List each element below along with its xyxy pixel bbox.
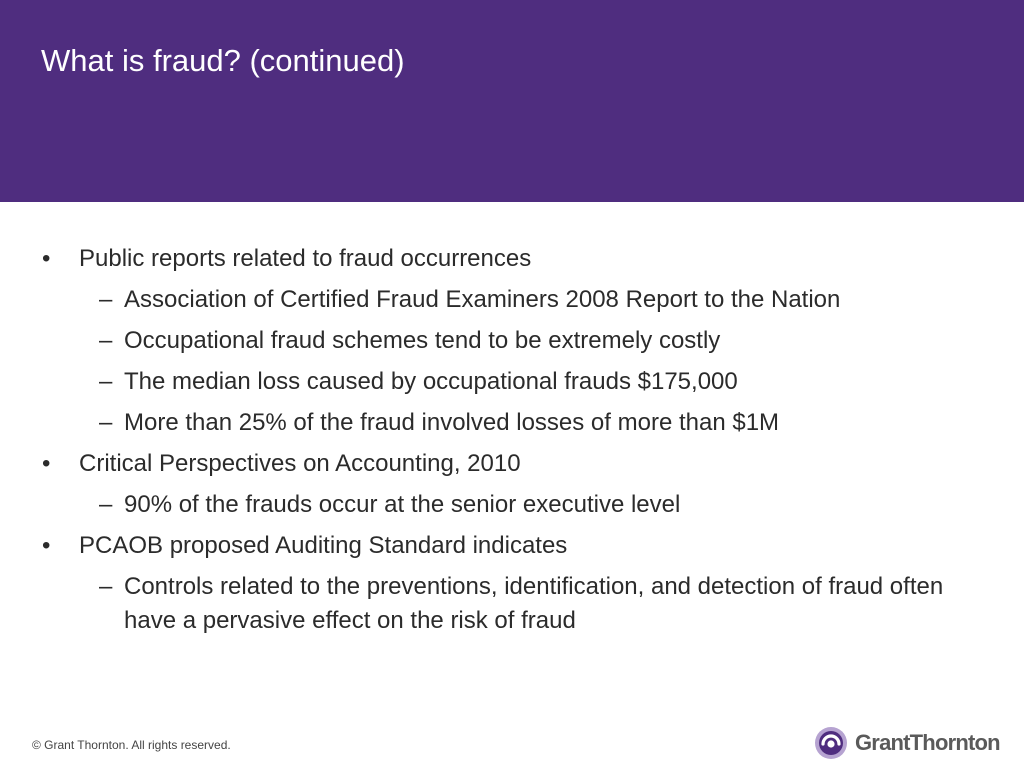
sub-bullet-text: More than 25% of the fraud involved losses of more than $1M [124, 409, 780, 436]
sub-bullet-marker: – [99, 327, 113, 354]
sub-bullet-text: Association of Certified Fraud Examiners 2008 Report to the Nation [124, 286, 841, 313]
sub-bullet-marker: – [99, 368, 113, 395]
bullet-item [40, 447, 990, 481]
sub-bullet-item [40, 283, 990, 317]
header-band [0, 0, 1024, 202]
sub-bullet-item [40, 488, 990, 522]
bullet-marker: • [42, 532, 51, 559]
bullet-item [40, 529, 990, 563]
sub-bullet-text: Occupational fraud schemes tend to be extremely costly [124, 327, 721, 354]
sub-bullet-item [40, 406, 990, 440]
sub-bullet-marker: – [99, 491, 113, 518]
sub-bullet-text: The median loss caused by occupational frauds $175,000 [124, 368, 738, 395]
sub-bullet-marker: – [99, 573, 113, 600]
sub-bullet-text: 90% of the frauds occur at the senior executive level [124, 491, 681, 518]
bullet-item [40, 242, 990, 276]
slide-title: What is fraud? (continued) [41, 43, 405, 78]
bullet-text: Public reports related to fraud occurrences [79, 245, 532, 272]
sub-bullet-item [40, 570, 990, 638]
sub-bullet-text: Controls related to the preventions, identification, and detection of fraud often have a pervasive effect on the risk of fraud [124, 573, 944, 634]
bullet-text: Critical Perspectives on Accounting, 2010 [79, 450, 521, 477]
logo-wordmark: GrantThornton [855, 730, 1000, 755]
bullet-list [40, 242, 990, 645]
copyright-footer: © Grant Thornton. All rights reserved. [32, 738, 231, 752]
bullet-marker: • [42, 450, 51, 477]
sub-bullet-item [40, 365, 990, 399]
grant-thornton-logo-icon [813, 725, 849, 761]
sub-bullet-item [40, 324, 990, 358]
bullet-marker: • [42, 245, 51, 272]
sub-bullet-marker: – [99, 409, 113, 436]
sub-bullet-marker: – [99, 286, 113, 313]
grant-thornton-logo [813, 725, 1000, 761]
bullet-text: PCAOB proposed Auditing Standard indicates [79, 532, 568, 559]
